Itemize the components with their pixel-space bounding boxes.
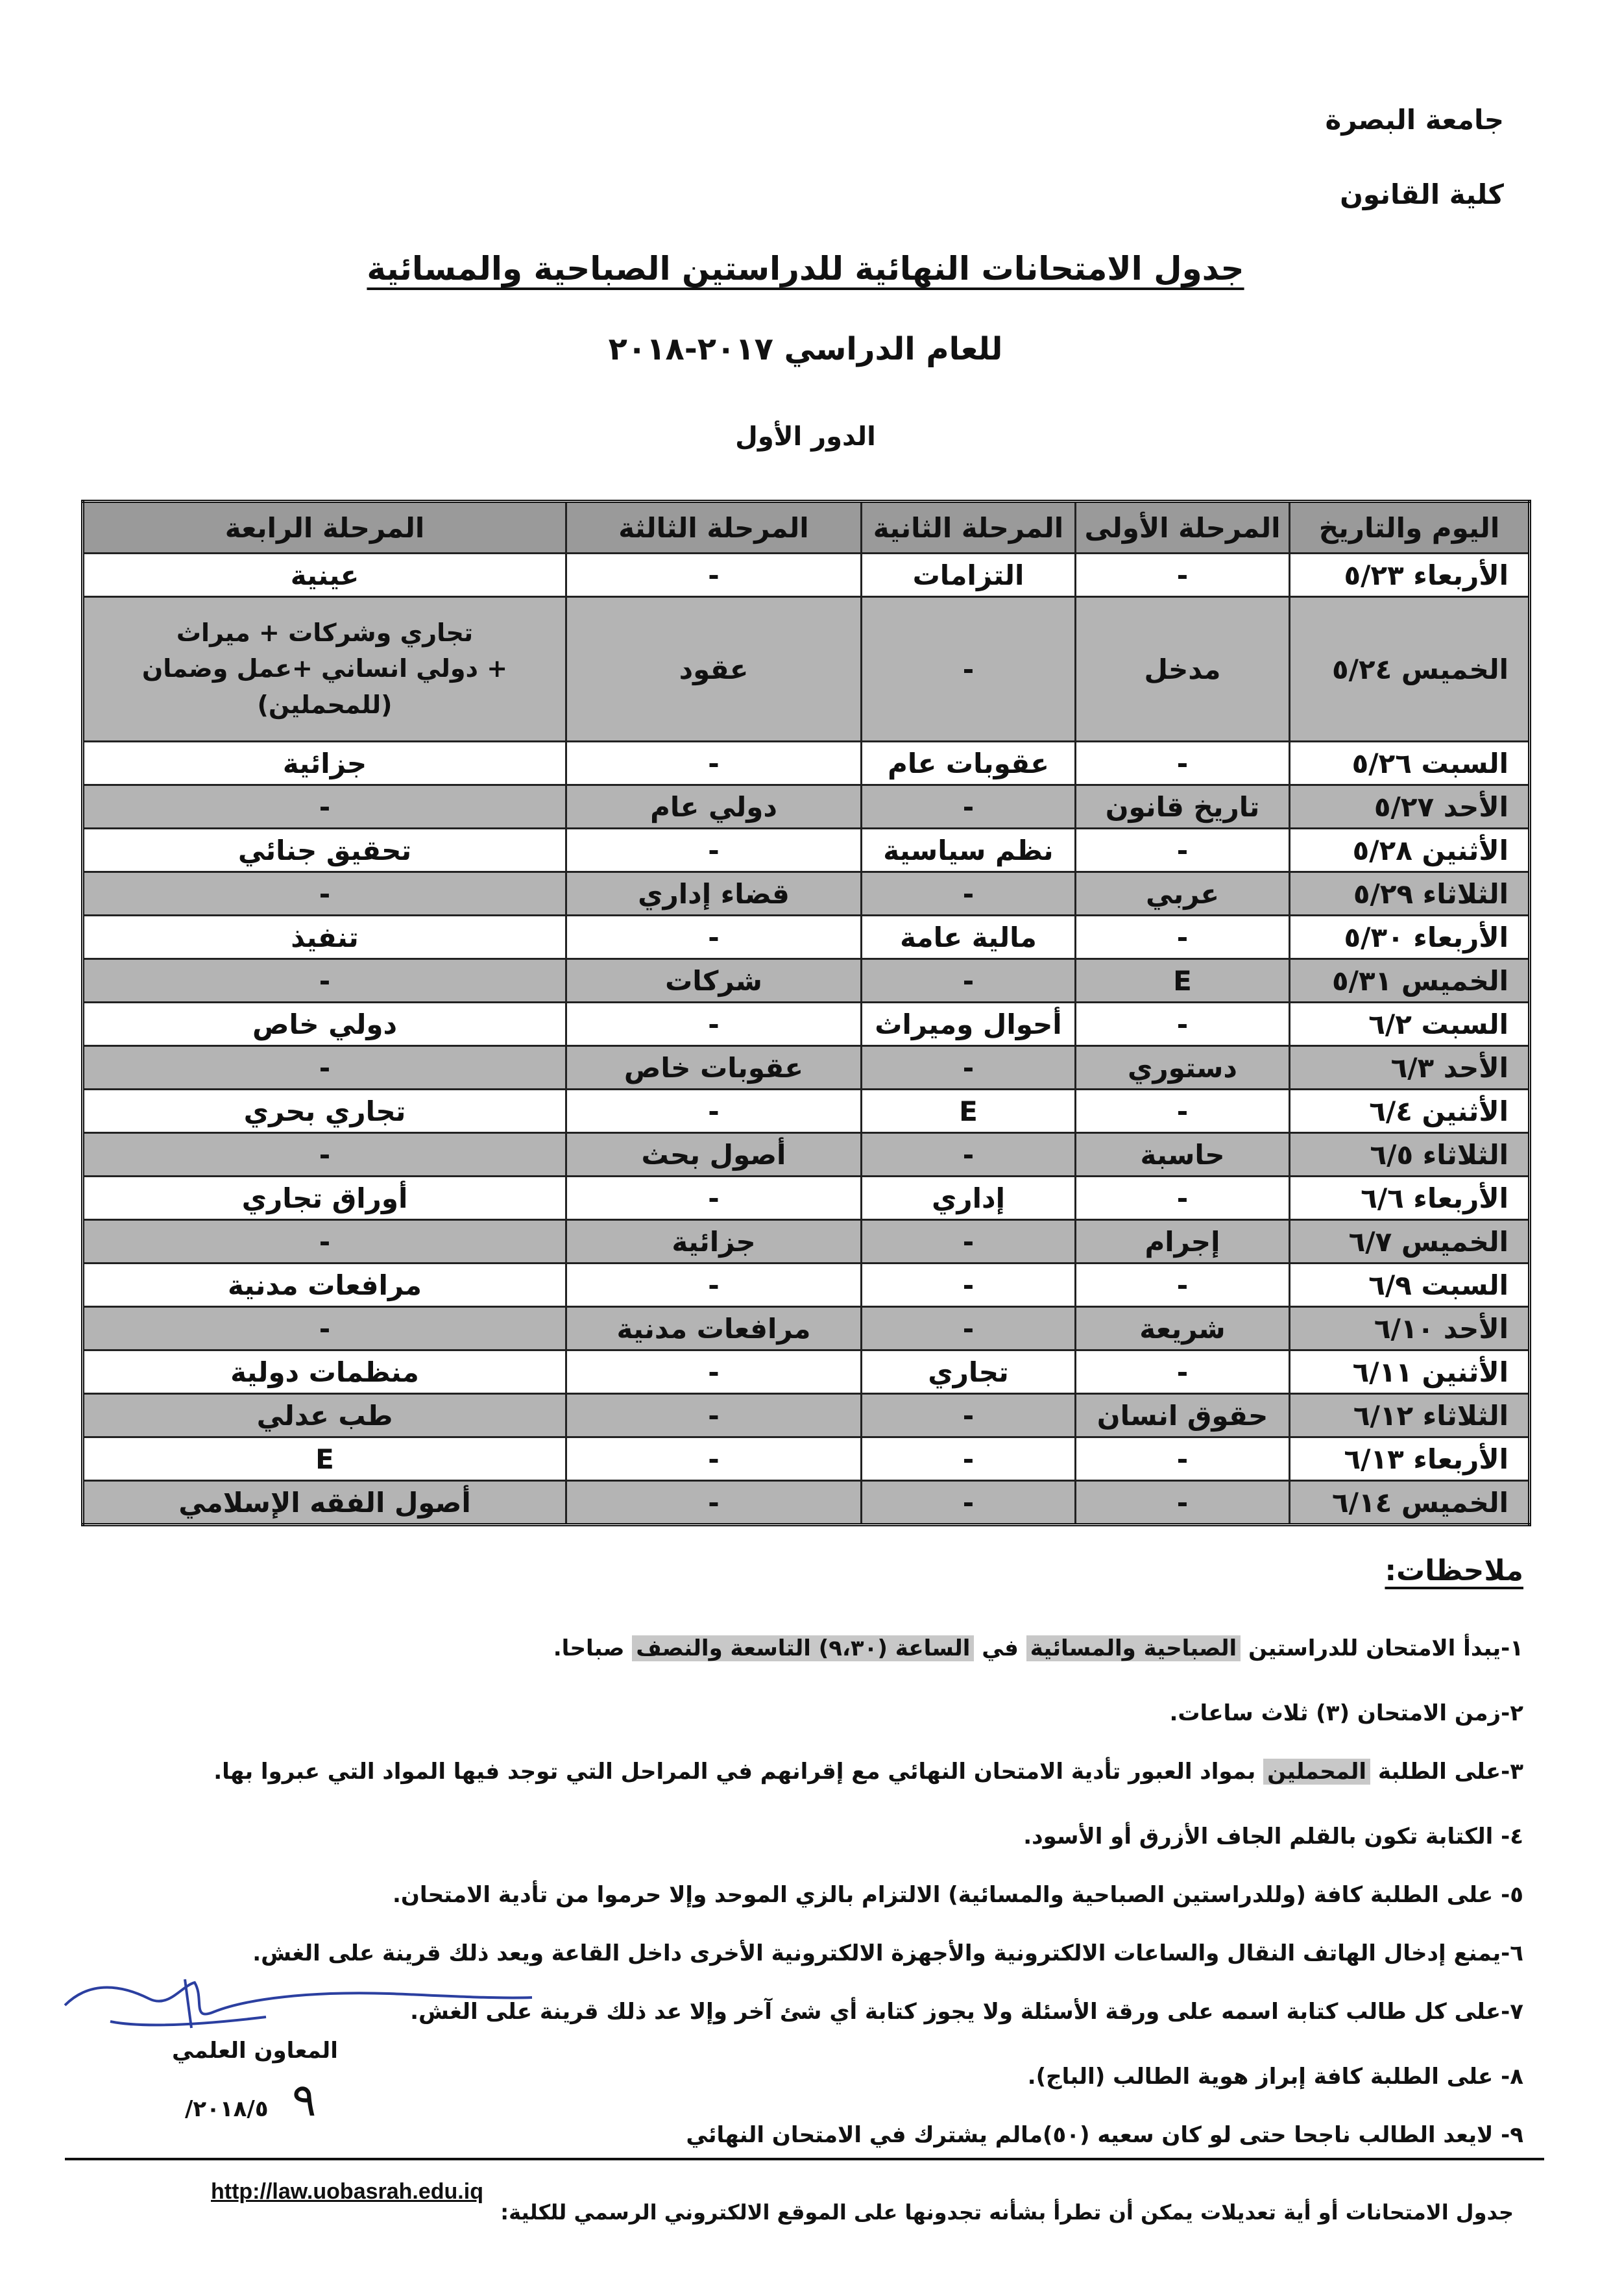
cell-stage-3: دولي عام [566,785,862,829]
cell-stage-4: تنفيذ [83,916,566,959]
cell-stage-3: مرافعات مدنية [566,1307,862,1350]
cell-stage-1: E [1076,959,1290,1003]
cell-day: الأربعاء ٥/٣٠ [1290,916,1530,959]
cell-stage-2: - [862,785,1076,829]
cell-stage-3: عقوبات خاص [566,1046,862,1090]
cell-day: الأثنين ٥/٢٨ [1290,829,1530,872]
cell-stage-4: E [83,1437,566,1481]
column-header-stage-4: المرحلة الرابعة [83,502,566,554]
cell-stage-2: E [862,1090,1076,1133]
cell-stage-2: - [862,1437,1076,1481]
column-header-stage-3: المرحلة الثالثة [566,502,862,554]
cell-stage-3: - [566,1394,862,1437]
table-row [83,742,1530,785]
table-row [83,554,1530,597]
cell-stage-1: تاريخ قانون [1076,785,1290,829]
cell-stage-3: جزائية [566,1220,862,1264]
cell-stage-4: - [83,1220,566,1264]
column-header-stage-2: المرحلة الثانية [862,502,1076,554]
note-text: صباحا. [553,1635,633,1661]
cell-stage-2: - [862,1264,1076,1307]
cell-stage-1: - [1076,1003,1290,1046]
cell-stage-4: - [83,1133,566,1177]
note-item [553,1635,1523,1661]
signature-date-day: ٩ [292,2073,317,2127]
cell-stage-1: - [1076,554,1290,597]
cell-stage-4: مرافعات مدنية [83,1264,566,1307]
cell-stage-4: تحقيق جنائي [83,829,566,872]
cell-line: تجاري وشركات + ميراث [176,618,474,648]
cell-day: الأحد ٦/٣ [1290,1046,1530,1090]
cell-stage-2: نظم سياسية [862,829,1076,872]
table-row [83,1220,1530,1264]
cell-stage-4: - [83,959,566,1003]
cell-stage-1: - [1076,1437,1290,1481]
cell-stage-1: - [1076,1177,1290,1220]
cell-stage-3: - [566,829,862,872]
cell-line: + دولي انساني +عمل وضمان [141,654,508,683]
cell-stage-2: أحوال وميراث [862,1003,1076,1046]
cell-stage-2: التزامات [862,554,1076,597]
cell-stage-2: - [862,1307,1076,1350]
cell-day: الخميس ٥/٣١ [1290,959,1530,1003]
note-highlight: الصباحية والمسائية [1026,1635,1241,1661]
note-item: ٨- على الطلبة كافة إبراز هوية الطالب (الباج). [1027,2064,1523,2090]
exam-round: الدور الأول [735,422,876,452]
cell-day: الأربعاء ٥/٢٣ [1290,554,1530,597]
cell-stage-3: - [566,1437,862,1481]
cell-day: الأربعاء ٦/٦ [1290,1177,1530,1220]
cell-stage-1: عربي [1076,872,1290,916]
note-item: ٥- على الطلبة كافة (وللدراستين الصباحية والمسائية) الالتزام بالزي الموحد وإلا حرموا من تأدية الامتحان. [392,1882,1523,1908]
cell-stage-4: طب عدلي [83,1394,566,1437]
cell-stage-1: إجرام [1076,1220,1290,1264]
table-row [83,1133,1530,1177]
cell-stage-4: أوراق تجاري [83,1177,566,1220]
note-highlight: الساعة (٩،٣٠) التاسعة والنصف [632,1635,974,1661]
document-title: جدول الامتحانات النهائية للدراستين الصباحية والمسائية [367,250,1244,287]
cell-stage-3: - [566,742,862,785]
note-text: ٣-على الطلبة [1370,1759,1523,1785]
cell-day: الأحد ٥/٢٧ [1290,785,1530,829]
cell-stage-1: - [1076,916,1290,959]
cell-stage-2: مالية عامة [862,916,1076,959]
column-header-stage-1: المرحلة الأولى [1076,502,1290,554]
table-row [83,1437,1530,1481]
cell-stage-2: - [862,1133,1076,1177]
table-row [83,829,1530,872]
cell-stage-4: عينية [83,554,566,597]
cell-stage-3: أصول بحث [566,1133,862,1177]
cell-stage-3: - [566,1481,862,1525]
note-text: بمواد العبور تأدية الامتحان النهائي مع إقرانهم في المراحل التي توجد فيها المواد التي عبروا بها. [213,1759,1264,1785]
handwritten-signature [52,1960,545,2044]
cell-stage-4: أصول الفقه الإسلامي [83,1481,566,1525]
note-item: ٤- الكتابة تكون بالقلم الجاف الأزرق أو الأسود. [1023,1824,1523,1850]
cell-day: الأحد ٦/١٠ [1290,1307,1530,1350]
cell-day: الأثنين ٦/٤ [1290,1090,1530,1133]
table-row [83,1350,1530,1394]
signature-date: ٢٠١٨/٥/ [185,2096,269,2122]
cell-stage-2: - [862,872,1076,916]
cell-stage-3: - [566,1003,862,1046]
cell-stage-2: - [862,597,1076,742]
cell-stage-1: دستوري [1076,1046,1290,1090]
note-text: ١-يبدأ الامتحان للدراستين [1241,1635,1523,1661]
cell-stage-4: منظمات دولية [83,1350,566,1394]
cell-stage-3: عقود [566,597,862,742]
signatory-title: المعاون العلمي [172,2038,338,2064]
cell-stage-4 [83,597,566,742]
table-row [83,1090,1530,1133]
cell-stage-2: - [862,959,1076,1003]
cell-day: الثلاثاء ٦/١٢ [1290,1394,1530,1437]
table-row [83,597,1530,742]
cell-stage-2: إداري [862,1177,1076,1220]
cell-stage-2: تجاري [862,1350,1076,1394]
cell-stage-2: - [862,1394,1076,1437]
cell-day: الخميس ٥/٢٤ [1290,597,1530,742]
cell-stage-3: شركات [566,959,862,1003]
cell-stage-3: - [566,1090,862,1133]
faculty-name: كلية القانون [1340,178,1504,210]
faculty-website-link[interactable]: http://law.uobasrah.edu.iq [211,2179,483,2204]
table-row [83,1046,1530,1090]
cell-stage-4: دولي خاص [83,1003,566,1046]
note-text: في [974,1635,1026,1661]
cell-stage-1: شريعة [1076,1307,1290,1350]
cell-stage-1: - [1076,1481,1290,1525]
cell-stage-1: - [1076,1350,1290,1394]
table-row [83,916,1530,959]
cell-stage-1: - [1076,1264,1290,1307]
cell-stage-2: - [862,1220,1076,1264]
table-row [83,872,1530,916]
note-item: ٢-زمن الامتحان (٣) ثلاث ساعات. [1169,1700,1523,1726]
column-header-day: اليوم والتاريخ [1290,502,1530,554]
cell-stage-2: عقوبات عام [862,742,1076,785]
cell-stage-1: حقوق انسان [1076,1394,1290,1437]
cell-stage-4: - [83,785,566,829]
cell-stage-3: - [566,1264,862,1307]
cell-stage-1: حاسبة [1076,1133,1290,1177]
exam-schedule-table [81,500,1531,1526]
cell-day: الأثنين ٦/١١ [1290,1350,1530,1394]
table-row [83,1307,1530,1350]
cell-stage-3: - [566,1177,862,1220]
table-row [83,959,1530,1003]
table-row [83,1003,1530,1046]
footer-note: جدول الامتحانات أو أية تعديلات يمكن أن تطرأ بشأنه تجدونها على الموقع الالكتروني الرسمي للكلية: [500,2200,1514,2225]
cell-stage-1: - [1076,829,1290,872]
cell-day: السبت ٦/٩ [1290,1264,1530,1307]
cell-day: الثلاثاء ٦/٥ [1290,1133,1530,1177]
cell-stage-4: - [83,1307,566,1350]
cell-day: الخميس ٦/٧ [1290,1220,1530,1264]
cell-stage-1: - [1076,742,1290,785]
cell-day: السبت ٥/٢٦ [1290,742,1530,785]
table-row [83,1177,1530,1220]
table-row [83,1394,1530,1437]
table-row [83,1264,1530,1307]
cell-stage-3: - [566,1350,862,1394]
cell-line: (للمحملين) [257,690,393,719]
cell-stage-4: - [83,872,566,916]
notes-heading: ملاحظات: [1385,1554,1523,1587]
academic-year: للعام الدراسي ٢٠١٧-٢٠١٨ [608,331,1003,367]
note-item: ٦-يمنع إدخال الهاتف النقال والساعات الالكترونية والأجهزة الالكترونية الأخرى داخل القاعة ويعد ذلك قرينة على الغش. [252,1940,1523,1966]
cell-stage-3: - [566,554,862,597]
university-name: جامعة البصرة [1325,104,1504,136]
cell-stage-3: - [566,916,862,959]
cell-stage-4: تجاري بحري [83,1090,566,1133]
table-row [83,1481,1530,1525]
table-row [83,785,1530,829]
cell-stage-2: - [862,1481,1076,1525]
cell-day: الثلاثاء ٥/٢٩ [1290,872,1530,916]
cell-stage-1: - [1076,1090,1290,1133]
cell-day: الأربعاء ٦/١٣ [1290,1437,1530,1481]
cell-stage-3: قضاء إداري [566,872,862,916]
footer-divider [65,2158,1544,2160]
note-highlight: المحملين [1263,1759,1370,1785]
cell-stage-1: مدخل [1076,597,1290,742]
cell-day: السبت ٦/٢ [1290,1003,1530,1046]
table-header-row [83,502,1530,554]
cell-stage-2: - [862,1046,1076,1090]
cell-stage-4: - [83,1046,566,1090]
note-item [213,1759,1523,1785]
note-item: ٩- لايعد الطالب ناجحا حتى لو كان سعيه (٥٠)مالم يشترك في الامتحان النهائي [686,2122,1523,2148]
cell-stage-4: جزائية [83,742,566,785]
cell-day: الخميس ٦/١٤ [1290,1481,1530,1525]
note-item: ٧-على كل طالب كتابة اسمه على ورقة الأسئلة ولا يجوز كتابة أي شئ آخر وإلا عد ذلك قرينة على الغش. [410,1999,1523,2025]
